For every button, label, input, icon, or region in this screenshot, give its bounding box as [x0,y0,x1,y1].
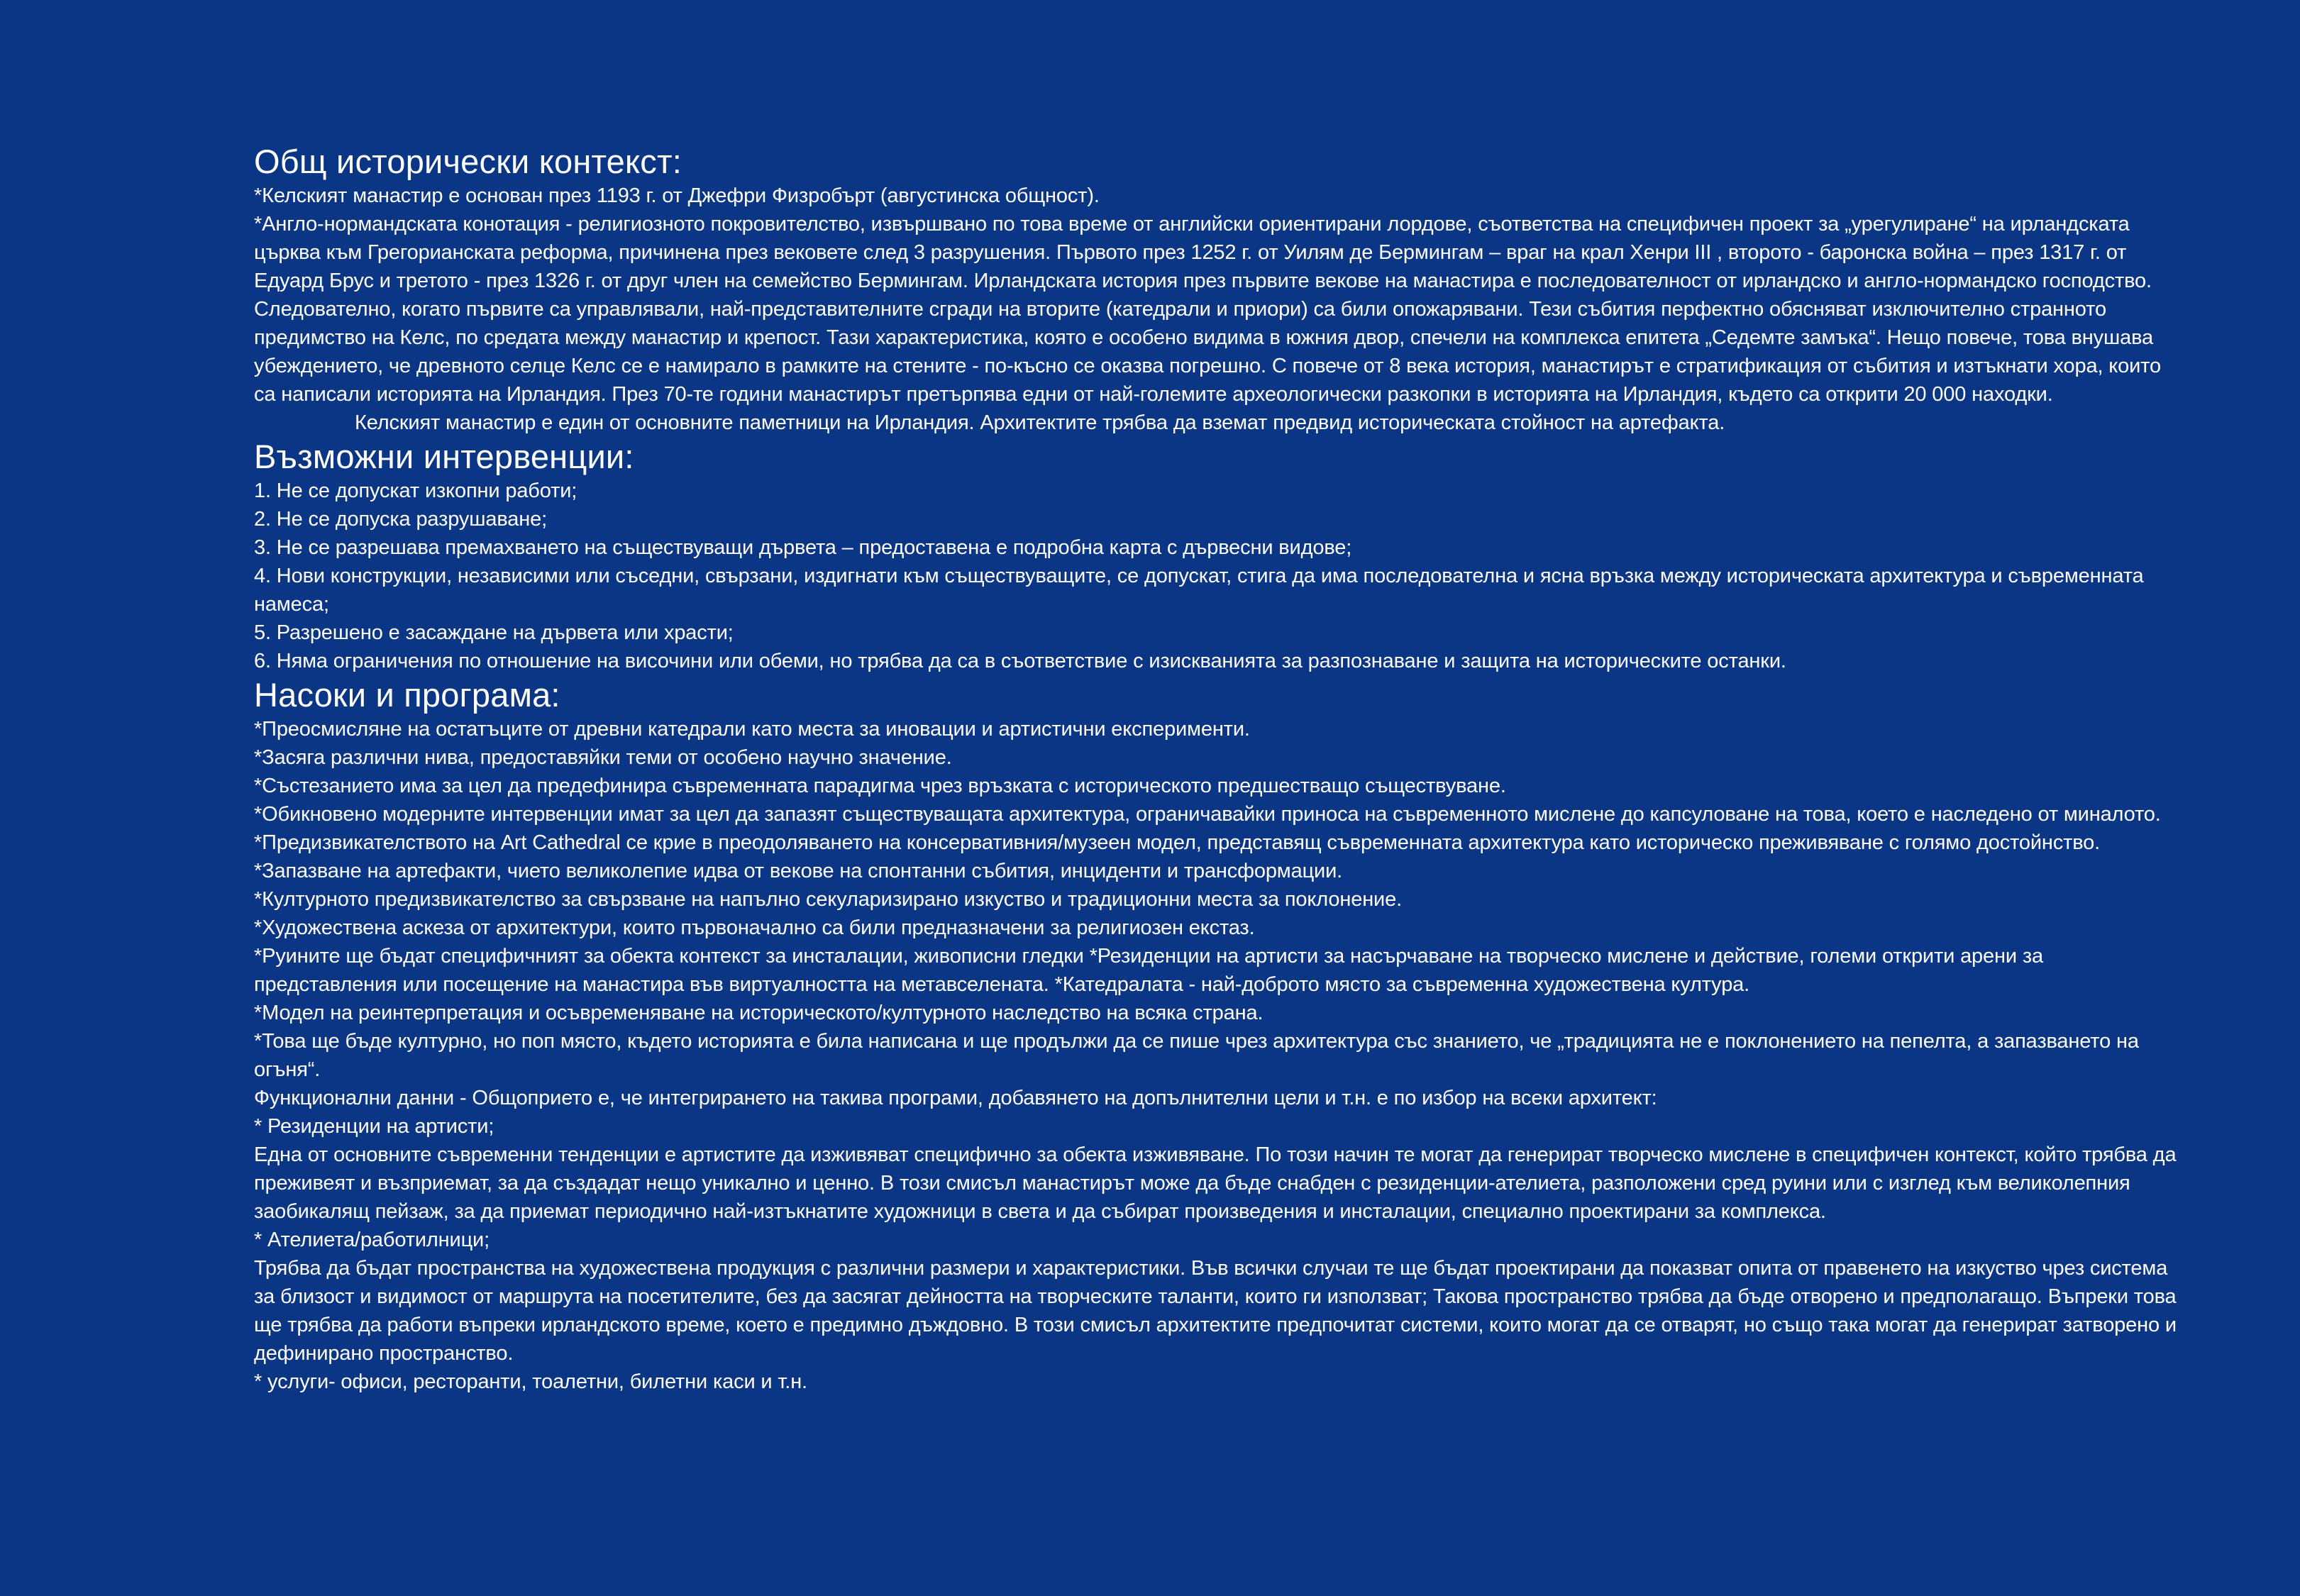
list-item: *Засяга различни нива, предоставяйки теми от особено научно значение. [254,746,952,769]
paragraph-ateliers: Трябва да бъдат пространства на художествена продукция с различни размери и характеристики. Във всички случаи те ще бъдат проектирани да показват опита от правенето на изкуство чрез система за близост и видимост от маршрута на посетителите, без да засягат дейността на творческите таланти, които ги използват; Такова пространство трябва да бъде отворено и предполагащо. Въпреки това ще трябва да работи въпреки ирландското време, което е предимно дъждовно. В този смисъл архитектите предпочитат системи, които могат да се отварят, но също така могат да генерират затворено и дефинирано пространство. [254,1257,2177,1365]
paragraph-anglo-norman: *Англо-нормандската конотация - религиозното покровителство, извършвано по това време от английски ориентирани лордове, съответства на специфичен проект за „урегулиране“ на ирландската църква към Грегорианската реформа, причинена през вековете след 3 разрушения. Първото през 1252 г. от Уилям де Бермингам – враг на крал Хенри III , второто - баронска война – през 1317 г. от Едуард Брус и третото - през 1326 г. от друг член на семейство Бермингам. Ирландската история през първите векове на манастира е последователност от ирландско и англо-нормандско господство. Следователно, когато първите са управлявали, най-представителните сгради на вторите (катедрали и приори) са били опожарявани. Тези събития перфектно обясняват изключително странното предимство на Келс, по средата между манастир и крепост. Тази характеристика, която е особено видима в южния двор, спечели на комплекса епитета „Седемте замъка“. Нещо повече, това внушава убеждението, че древното селце Келс се е намирало в рамките на стените - по-късно се оказва погрешно. С повече от 8 века история, манастирът е стратификация от събития и изтъкнати хора, които са написали историята на Ирландия. През 70-те години манастирът претърпява едни от най-големите археологически разкопки в историята на Ирландия, където са открити 20 000 находки. [254,213,2161,406]
paragraph-monument-note: Келският манастир е един от основните паметници на Ирландия. Архитектите трябва да вземат предвид историческата стойност на артефакта. [355,411,1725,434]
heading-historical-context: Общ исторически контекст: [254,143,682,180]
list-item: *Руините ще бъдат специфичният за обекта контекст за инсталации, живописни гледки *Резиденции на артисти за насърчаване на творческо мислене и действие, големи открити арени за представления или посещение на манастира във виртуалността на метавселената. *Катедралата - най-доброто място за съвременна художествена култура. [254,945,2043,996]
subheading-artist-residences: * Резиденции на артисти; [254,1115,494,1138]
list-item: 3. Не се разрешава премахването на съществуващи дървета – предоставена е подробна карта с дървесни видове; [254,536,1352,559]
list-item: 4. Нови конструкции, независими или съседни, свързани, издигнати към съществуващите, се допускат, стига да има последователна и ясна връзка между историческата архитектура и съвременната намеса; [254,565,2144,616]
document-body [254,142,2184,1396]
list-item: 2. Не се допуска разрушаване; [254,508,547,531]
list-item: *Обикновено модерните интервенции имат за цел да запазят съществуващата архитектура, ограничавайки приноса на съвременното мислене до капсуловане на това, което е наследено от миналото. [254,803,2161,826]
list-item: 5. Разрешено е засаждане на дървета или храсти; [254,621,734,644]
list-item: *Запазване на артефакти, чието великолепие идва от векове на спонтанни събития, инциденти и трансформации. [254,860,1343,882]
list-item: *Художествена аскеза от архитектури, които първоначално са били предназначени за религиозен екстаз. [254,916,1255,939]
list-item: *Състезанието има за цел да предефинира съвременната парадигма чрез връзката с историческото предшестващо съществуване. [254,775,1506,797]
paragraph-founding: *Келският манастир е основан през 1193 г. от Джефри Физробърт (августинска общност). [254,184,1100,207]
heading-possible-interventions: Възможни интервенции: [254,438,634,475]
list-item: *Модел на реинтерпретация и осъвременяване на историческото/културното наследство на всяка страна. [254,1002,1264,1024]
heading-guidelines-program: Насоки и програма: [254,676,560,714]
paragraph-functional-data: Функционални данни - Общоприето е, че интегрирането на такива програми, добавянето на допълнителни цели и т.н. е по избор на всеки архитект: [254,1087,1657,1109]
list-item: 1. Не се допускат изкопни работи; [254,480,577,502]
list-item: *Това ще бъде културно, но поп място, където историята е била написана и ще продължи да се пише чрез архитектура със знанието, че „традицията не е поклонението на пепелта, а запазването на огъня“. [254,1030,2139,1081]
list-item: *Предизвикателството на Art Cathedral се крие в преодоляването на консервативния/музеен модел, представящ съвременната архитектура като историческо преживяване с голямо достойнство. [254,831,2101,854]
list-item: 6. Няма ограничения по отношение на височини или обеми, но трябва да са в съответствие с изискванията за разпознаване и защита на историческите останки. [254,650,1786,672]
subheading-services: * услуги- офиси, ресторанти, тоалетни, билетни каси и т.н. [254,1370,807,1393]
paragraph-artist-residences: Една от основните съвременни тенденции е артистите да изживяват специфично за обекта изживяване. По този начин те могат да генерират творческо мислене в специфичен контекст, който трябва да преживеят и възприемат, за да създадат нещо уникално и ценно. В този смисъл манастирът може да бъде снабден с резиденции-ателиета, разположени сред руини или с изглед към великолепния заобикалящ пейзаж, за да приемат периодично най-изтъкнатите художници в света и да събират произведения и инсталации, специално проектирани за комплекса. [254,1143,2177,1223]
subheading-ateliers: * Ателиета/работилници; [254,1229,490,1251]
list-item: *Културното предизвикателство за свързване на напълно секуларизирано изкуство и традиционни места за поклонение. [254,888,1402,911]
list-item: *Преосмисляне на остатъците от древни катедрали като места за иновации и артистични експерименти. [254,718,1250,741]
